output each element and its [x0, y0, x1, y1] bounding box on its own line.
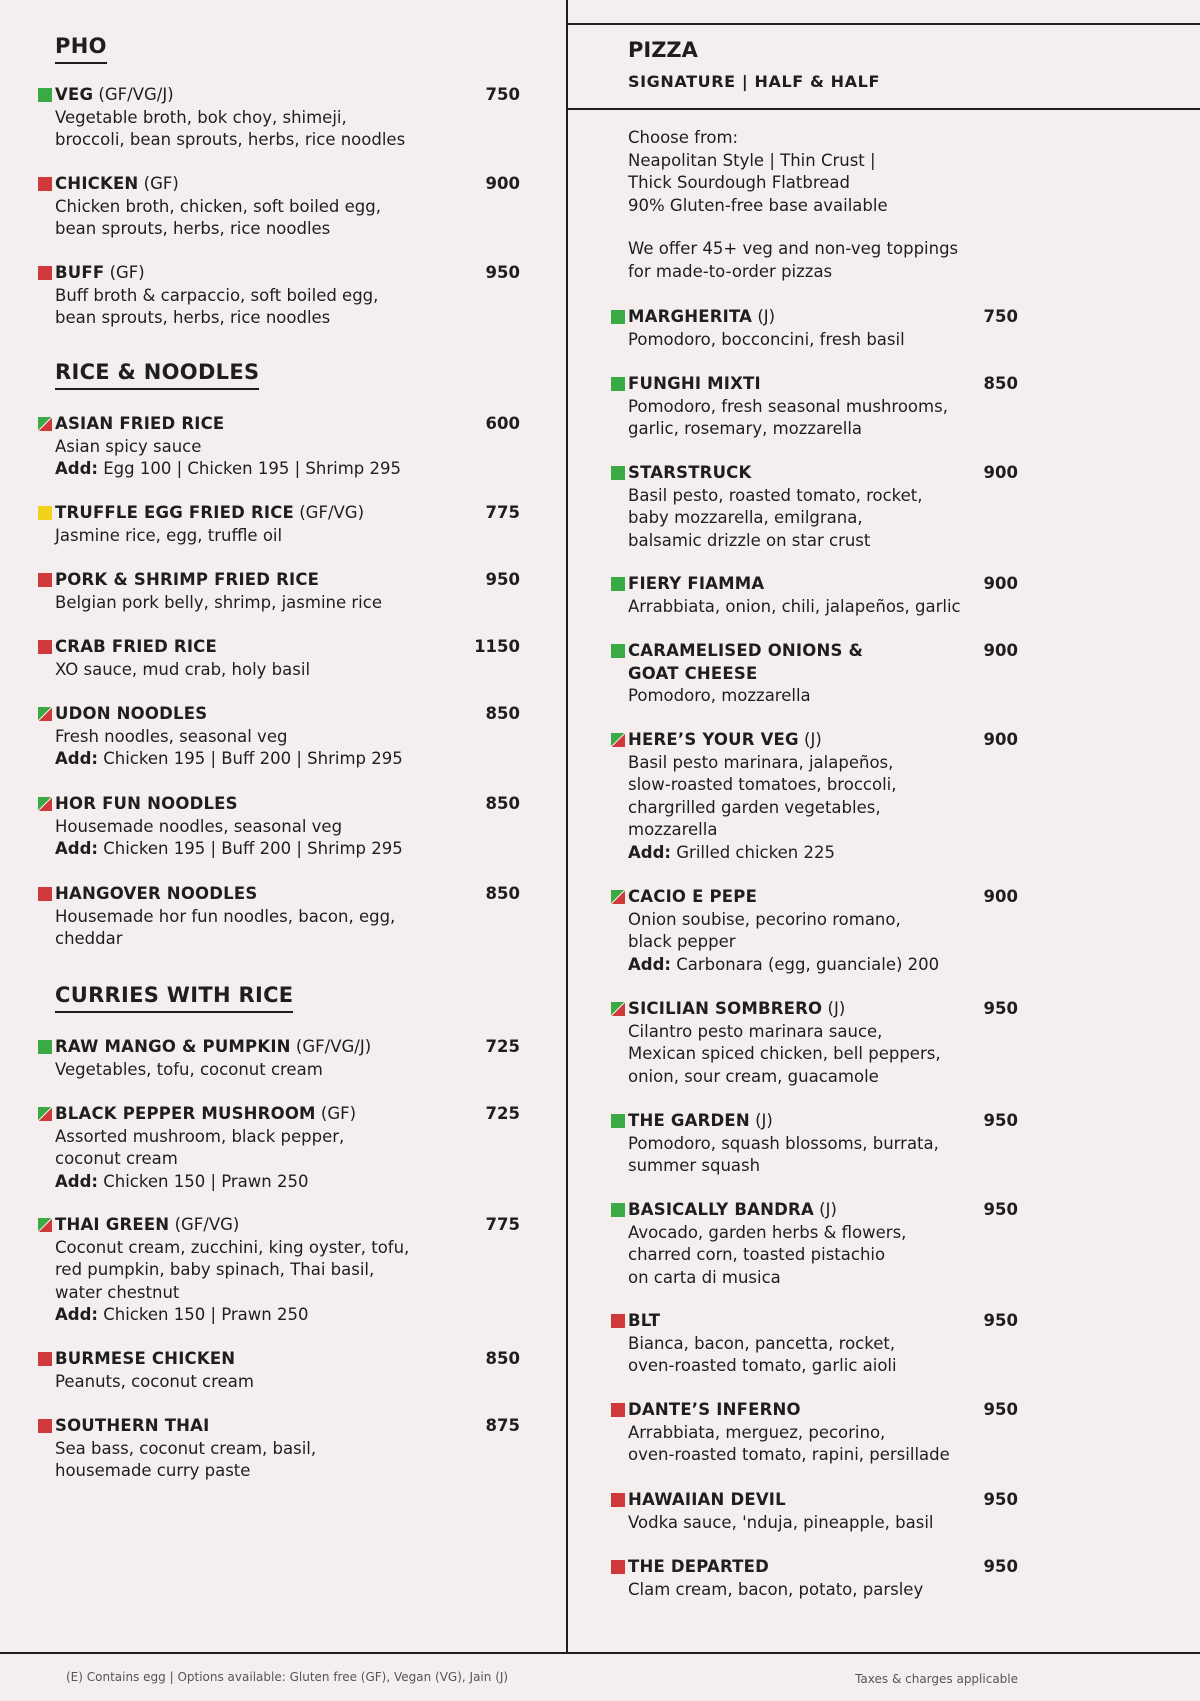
menu-item-name: VEG [55, 85, 94, 104]
menu-item [55, 1103, 520, 1193]
menu-item-description: Sea bass, coconut cream, basil, housemade curry paste [55, 1438, 317, 1480]
veg-nonveg-option-icon [611, 1002, 625, 1016]
menu-item [628, 1310, 1018, 1378]
non-veg-indicator-icon [38, 177, 52, 191]
menu-item-header [55, 173, 520, 196]
menu-item-price: 900 [983, 887, 1018, 906]
menu-item [628, 640, 1018, 708]
section-title: PHO [55, 34, 107, 64]
pizza-header-rule [567, 108, 1200, 110]
veg-indicator-icon [611, 644, 625, 658]
menu-item-price: 775 [485, 1215, 520, 1234]
veg-indicator-icon [611, 577, 625, 591]
menu-item-header [628, 640, 1018, 685]
menu-item-description: Pomodoro, bocconcini, fresh basil [628, 329, 905, 349]
pizza-intro-crust: Choose from: Neapolitan Style | Thin Crust | Thick Sourdough Flatbread 90% Gluten-free base available [628, 128, 888, 215]
menu-item-addons [55, 458, 520, 481]
menu-item-name: ASIAN FRIED RICE [55, 414, 225, 433]
addon-label: Add: [55, 459, 98, 478]
section-title: CURRIES WITH RICE [55, 983, 293, 1013]
non-veg-indicator-icon [38, 573, 52, 587]
menu-item-name: STARSTRUCK [628, 463, 752, 482]
menu-item-header [55, 1214, 520, 1237]
menu-item-diet-tag: (GF) [138, 174, 179, 193]
menu-item-header [55, 636, 520, 659]
menu-item-price: 950 [485, 263, 520, 282]
menu-item-header [55, 703, 520, 726]
menu-item-description: Clam cream, bacon, potato, parsley [628, 1579, 924, 1599]
veg-indicator-icon [611, 1114, 625, 1128]
menu-item-name: HERE’S YOUR VEG [628, 730, 799, 749]
menu-item-price: 900 [983, 463, 1018, 482]
menu-item-diet-tag: (J) [798, 730, 822, 749]
non-veg-indicator-icon [38, 266, 52, 280]
menu-item-price: 900 [485, 174, 520, 193]
menu-item-name: DANTE’S INFERNO [628, 1400, 801, 1419]
non-veg-indicator-icon [38, 887, 52, 901]
menu-item-name: MARGHERITA [628, 307, 753, 326]
menu-item-addons [55, 838, 520, 861]
menu-item-name: TRUFFLE EGG FRIED RICE [55, 503, 294, 522]
menu-item-name: CARAMELISED ONIONS & GOAT CHEESE [628, 641, 864, 683]
menu-item-diet-tag: (GF) [315, 1104, 357, 1123]
menu-item [628, 573, 1018, 618]
non-veg-indicator-icon [38, 640, 52, 654]
menu-item-description: Bianca, bacon, pancetta, rocket, oven-roasted tomato, garlic aioli [628, 1333, 897, 1375]
menu-item-header [55, 502, 520, 525]
menu-item-price: 950 [983, 1311, 1018, 1330]
menu-item-price: 950 [983, 1557, 1018, 1576]
veg-nonveg-option-icon [611, 890, 625, 904]
menu-item-price: 750 [485, 85, 520, 104]
menu-item [55, 1214, 520, 1327]
menu-item-description: Housemade noodles, seasonal veg [55, 816, 343, 836]
menu-item-diet-tag: (J) [813, 1200, 837, 1219]
menu-item-description: Vegetables, tofu, coconut cream [55, 1059, 323, 1079]
addon-options: Carbonara (egg, guanciale) 200 [671, 954, 940, 974]
menu-item-description: Vegetable broth, bok choy, shimeji, broccoli, bean sprouts, herbs, rice noodles [55, 107, 406, 149]
non-veg-indicator-icon [38, 1419, 52, 1433]
menu-item-price: 600 [485, 414, 520, 433]
addon-label: Add: [628, 954, 671, 974]
menu-item-price: 775 [485, 503, 520, 522]
addon-options: Chicken 195 | Buff 200 | Shrimp 295 [98, 749, 403, 768]
section-title: RICE & NOODLES [55, 360, 259, 390]
menu-item-description: Asian spicy sauce [55, 436, 202, 456]
menu-item-diet-tag: (GF/VG/J) [290, 1037, 372, 1056]
veg-nonveg-option-icon [38, 1218, 52, 1232]
menu-item-diet-tag: (J) [822, 999, 846, 1018]
menu-item-description: Avocado, garden herbs & flowers, charred corn, toasted pistachio on carta di musica [628, 1222, 907, 1287]
menu-item [55, 84, 520, 152]
menu-item-description: Pomodoro, mozzarella [628, 686, 811, 705]
menu-item-header [55, 883, 520, 906]
footer-taxes-note: Taxes & charges applicable [855, 1672, 1018, 1686]
menu-item [55, 883, 520, 951]
veg-indicator-icon [38, 88, 52, 102]
menu-item-price: 1150 [474, 637, 520, 656]
menu-item-name: THE DEPARTED [628, 1557, 769, 1576]
addon-options: Egg 100 | Chicken 195 | Shrimp 295 [98, 459, 401, 478]
menu-item-diet-tag: (GF/VG/J) [93, 85, 174, 104]
menu-item-description: Peanuts, coconut cream [55, 1371, 254, 1391]
menu-item [628, 373, 1018, 441]
menu-item [55, 502, 520, 547]
menu-item-name: CHICKEN [55, 174, 139, 193]
menu-item-price: 850 [485, 704, 520, 723]
non-veg-indicator-icon [38, 1352, 52, 1366]
menu-item-price: 875 [485, 1416, 520, 1435]
non-veg-indicator-icon [611, 1403, 625, 1417]
menu-item-description: Arrabbiata, onion, chili, jalapeños, garlic [628, 596, 961, 616]
menu-item-header [55, 1036, 520, 1059]
menu-item-header [628, 1489, 1018, 1512]
menu-item-name: HANGOVER NOODLES [55, 884, 258, 903]
menu-item-header [628, 729, 1018, 752]
pizza-title: PIZZA [628, 38, 698, 62]
menu-item-header [628, 1199, 1018, 1222]
menu-item [55, 703, 520, 771]
menu-item-diet-tag: (GF/VG) [294, 503, 365, 522]
menu-item-price: 950 [983, 1490, 1018, 1509]
menu-item-addons [628, 954, 1018, 977]
menu-item-header [55, 413, 520, 436]
menu-item-price: 950 [983, 1200, 1018, 1219]
menu-item [628, 998, 1018, 1088]
menu-item-diet-tag: (GF) [104, 263, 145, 282]
menu-item-name: CACIO E PEPE [628, 887, 758, 906]
menu-item-name: BLACK PEPPER MUSHROOM [55, 1104, 316, 1123]
menu-item-description: Vodka sauce, 'nduja, pineapple, basil [628, 1512, 934, 1532]
menu-item [55, 569, 520, 614]
menu-item-price: 850 [983, 374, 1018, 393]
menu-item [55, 173, 520, 241]
menu-item-header [628, 373, 1018, 396]
menu-item-name: FIERY FIAMMA [628, 574, 765, 593]
menu-item-addons [55, 748, 520, 771]
non-veg-indicator-icon [611, 1560, 625, 1574]
top-rule [567, 23, 1200, 25]
menu-item-description: Basil pesto, roasted tomato, rocket, baby mozzarella, emilgrana, balsamic drizzle on star crust [628, 485, 923, 550]
menu-item-price: 850 [485, 884, 520, 903]
menu-item-header [55, 1415, 520, 1438]
menu-item [55, 1348, 520, 1393]
footer-dietary-note: (E) Contains egg | Options available: Gluten free (GF), Vegan (VG), Jain (J) [66, 1670, 509, 1684]
menu-item [628, 886, 1018, 976]
veg-indicator-icon [611, 377, 625, 391]
menu-item [55, 1036, 520, 1081]
pizza-subtitle: SIGNATURE | HALF & HALF [628, 72, 880, 91]
menu-item-description: Arrabbiata, merguez, pecorino, oven-roasted tomato, rapini, persillade [628, 1422, 950, 1464]
menu-item [55, 793, 520, 861]
menu-item-name: RAW MANGO & PUMPKIN [55, 1037, 291, 1056]
menu-item-name: BLT [628, 1311, 661, 1330]
addon-label: Add: [628, 842, 671, 862]
menu-item-description: Chicken broth, chicken, soft boiled egg, bean sprouts, herbs, rice noodles [55, 196, 381, 238]
non-veg-indicator-icon [611, 1314, 625, 1328]
menu-item-name: SICILIAN SOMBRERO [628, 999, 823, 1018]
addon-label: Add: [55, 1171, 98, 1191]
menu-item-description: Cilantro pesto marinara sauce, Mexican spiced chicken, bell peppers, onion, sour cream, guacamole [628, 1021, 941, 1086]
veg-indicator-icon [38, 1040, 52, 1054]
menu-item-price: 850 [485, 794, 520, 813]
menu-item [55, 262, 520, 330]
menu-item-header [55, 793, 520, 816]
addon-label: Add: [55, 1305, 98, 1324]
menu-item-addons [55, 1171, 520, 1194]
menu-item-addons [628, 842, 1018, 865]
menu-item [628, 462, 1018, 552]
menu-item-header [55, 1348, 520, 1371]
menu-item-description: Onion soubise, pecorino romano, black pepper [628, 909, 901, 951]
menu-item-description: XO sauce, mud crab, holy basil [55, 659, 311, 679]
menu-item-price: 900 [983, 641, 1018, 660]
menu-item-price: 950 [983, 999, 1018, 1018]
veg-nonveg-option-icon [38, 797, 52, 811]
menu-item-addons [55, 1304, 520, 1327]
menu-item-description: Coconut cream, zucchini, king oyster, tofu, red pumpkin, baby spinach, Thai basil, water chestnut [55, 1237, 410, 1302]
menu-item-name: BURMESE CHICKEN [55, 1349, 236, 1368]
menu-item-header [55, 84, 520, 107]
menu-item-description: Housemade hor fun noodles, bacon, egg, cheddar [55, 906, 396, 948]
menu-item-name: THAI GREEN [55, 1215, 170, 1234]
menu-item-price: 900 [983, 730, 1018, 749]
menu-item-price: 750 [983, 307, 1018, 326]
menu-item-header [55, 1103, 520, 1126]
menu-item-diet-tag: (J) [752, 307, 776, 326]
menu-item-name: CRAB FRIED RICE [55, 637, 217, 656]
menu-item [55, 636, 520, 681]
veg-indicator-icon [611, 310, 625, 324]
menu-item-header [628, 306, 1018, 329]
menu-item-header [55, 262, 520, 285]
menu-item [55, 413, 520, 481]
menu-item-price: 950 [485, 570, 520, 589]
veg-nonveg-option-icon [38, 1107, 52, 1121]
addon-label: Add: [55, 839, 98, 858]
veg-nonveg-option-icon [611, 733, 625, 747]
menu-item-name: FUNGHI MIXTI [628, 374, 761, 393]
menu-item-description: Buff broth & carpaccio, soft boiled egg, bean sprouts, herbs, rice noodles [55, 285, 379, 327]
menu-item-name: SOUTHERN THAI [55, 1416, 210, 1435]
menu-item-description: Fresh noodles, seasonal veg [55, 726, 288, 746]
menu-item [628, 1556, 1018, 1601]
menu-item-diet-tag: (GF/VG) [169, 1215, 240, 1234]
menu-item-name: UDON NOODLES [55, 704, 208, 723]
veg-nonveg-option-icon [38, 417, 52, 431]
menu-item [628, 729, 1018, 864]
menu-item-price: 725 [485, 1037, 520, 1056]
menu-item-name: PORK & SHRIMP FRIED RICE [55, 570, 320, 589]
menu-item-name: HOR FUN NOODLES [55, 794, 238, 813]
menu-item-description: Jasmine rice, egg, truffle oil [55, 525, 283, 545]
menu-item-name: THE GARDEN [628, 1111, 750, 1130]
menu-item-description: Pomodoro, squash blossoms, burrata, summer squash [628, 1133, 939, 1175]
menu-item-price: 850 [485, 1349, 520, 1368]
pizza-intro-toppings: We offer 45+ veg and non-veg toppings for made-to-order pizzas [628, 239, 959, 281]
menu-item-header [628, 1110, 1018, 1133]
menu-item-name: BASICALLY BANDRA [628, 1200, 814, 1219]
menu-item-diet-tag: (J) [749, 1111, 773, 1130]
menu-item [55, 1415, 520, 1483]
menu-item-name: BUFF [55, 263, 105, 282]
menu-item-header [628, 462, 1018, 485]
addon-options: Chicken 195 | Buff 200 | Shrimp 295 [98, 839, 403, 858]
menu-item-header [628, 886, 1018, 909]
menu-item [628, 1199, 1018, 1289]
menu-item-description: Pomodoro, fresh seasonal mushrooms, garlic, rosemary, mozzarella [628, 396, 948, 438]
veg-indicator-icon [611, 466, 625, 480]
menu-item [628, 1110, 1018, 1178]
menu-item-header [628, 1399, 1018, 1422]
veg-indicator-icon [611, 1203, 625, 1217]
menu-item-header [55, 569, 520, 592]
menu-item-header [628, 1310, 1018, 1333]
menu-item-header [628, 573, 1018, 596]
menu-item [628, 1399, 1018, 1467]
menu-item-name: HAWAIIAN DEVIL [628, 1490, 786, 1509]
menu-item-description: Assorted mushroom, black pepper, coconut cream [55, 1126, 345, 1168]
addon-label: Add: [55, 749, 98, 768]
menu-item-header [628, 1556, 1018, 1579]
column-divider [566, 0, 568, 1652]
menu-item-price: 950 [983, 1400, 1018, 1419]
menu-item-price: 900 [983, 574, 1018, 593]
menu-item-price: 725 [485, 1104, 520, 1123]
menu-item [628, 1489, 1018, 1534]
non-veg-indicator-icon [611, 1493, 625, 1507]
menu-item-header [628, 998, 1018, 1021]
addon-options: Grilled chicken 225 [671, 842, 835, 862]
footer-rule [0, 1652, 1200, 1654]
addon-options: Chicken 150 | Prawn 250 [98, 1305, 309, 1324]
menu-item-price: 950 [983, 1111, 1018, 1130]
menu-item [628, 306, 1018, 351]
egg-indicator-icon [38, 506, 52, 520]
menu-item-description: Belgian pork belly, shrimp, jasmine rice [55, 592, 382, 612]
addon-options: Chicken 150 | Prawn 250 [98, 1171, 309, 1191]
veg-nonveg-option-icon [38, 707, 52, 721]
menu-item-description: Basil pesto marinara, jalapeños, slow-roasted tomatoes, broccoli, chargrilled garden vegetables, mozzarella [628, 752, 897, 839]
